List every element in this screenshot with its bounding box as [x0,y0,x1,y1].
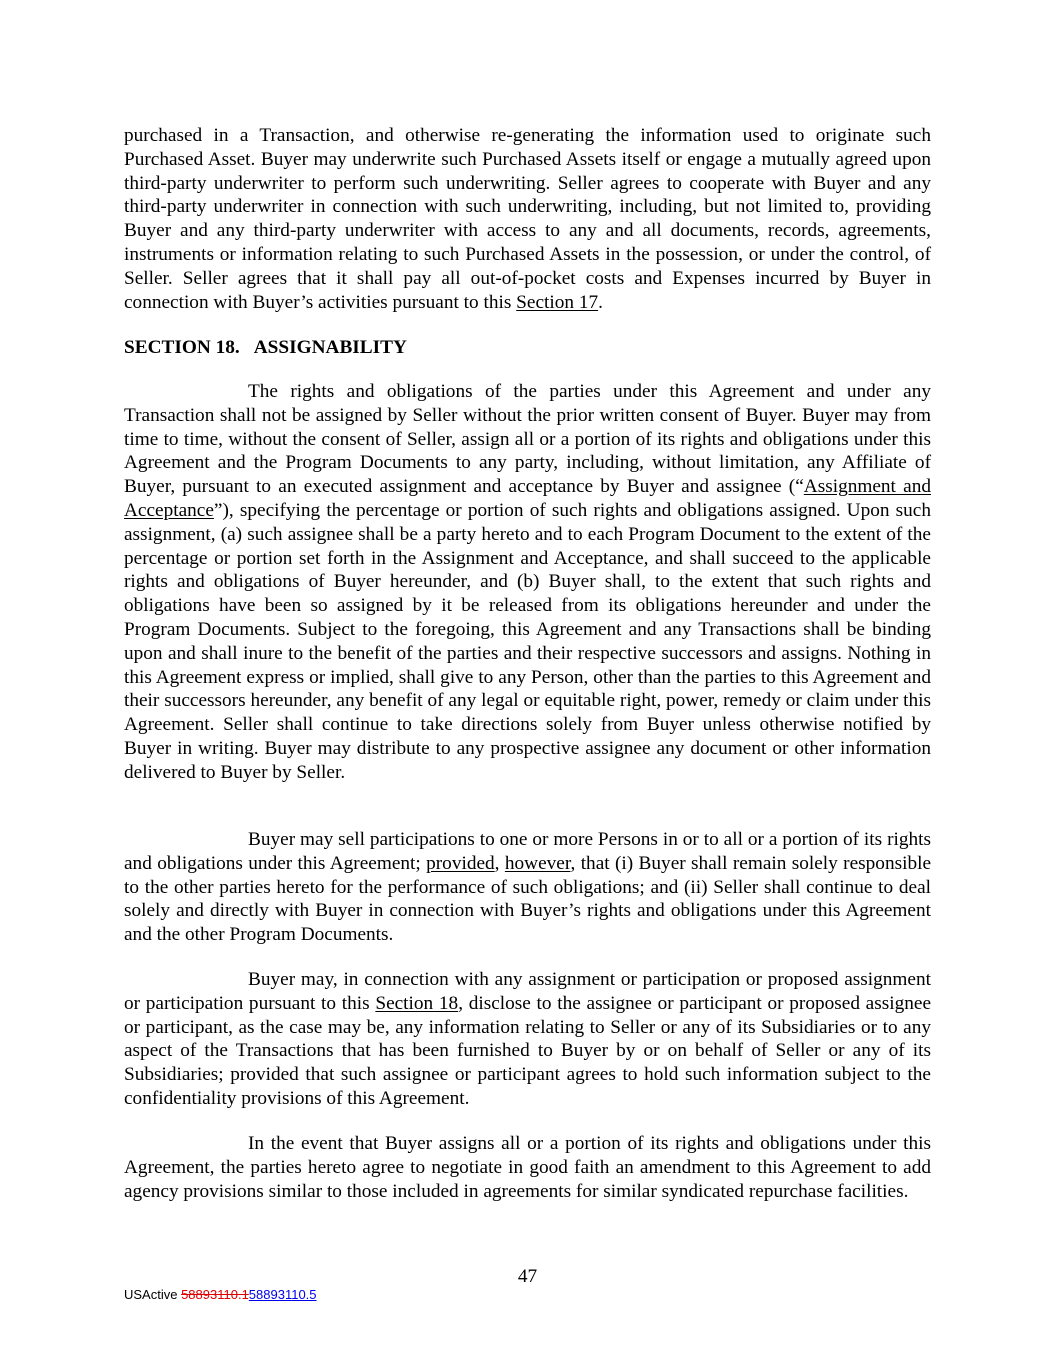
paragraph-5-text: In the event that Buyer assigns all or a portion of its rights and obligations under this Agreement, the parties hereto agree to negotiate in good faith an amendment to this Agreement to add agency provisions similar to those included in agreements for similar syndicated repurchase facilities. [124,1133,931,1202]
paragraph-4-continued: , disclose to the assignee or participant or proposed assignee or participant, as the case may be, any information relating to Seller or any of its Subsidiaries or to any aspect of the Transactions that has been furnished to Buyer by or on behalf of Seller or any of its Subsidiaries; provided that such assignee or participant agrees to hold such information subject to the confidentiality provisions of this Agreement. [124,992,932,1109]
inserted-document-id: 58893110.5 [248,1287,317,1302]
footer-label: USActive [124,1287,182,1302]
paragraph-3-text: Buyer may sell participations to one or more Persons in or to all or a portion of its rights and obligations under this Agreement; [124,829,931,874]
defined-term-assignment-and-acceptance: Assignment and Acceptance [124,476,931,521]
paragraph-3-continued: , that (i) Buyer shall remain solely responsible to the other parties hereto for the performance of such obligations; and (ii) Seller shall continue to deal solely and directly with Buyer in connection with Buyer’s rights and obligations under this Agreement and the other Program Documents. [124,852,932,946]
paragraph-1-end: . [598,291,603,313]
paragraph-2-continued: ”), specifying the percentage or portion of such rights and obligations assigned. Upon such assignment, (a) such assignee shall be a party hereto and to each Program Document to the extent of the percentage or portion set forth in the Assignment and Acceptance, and shall succeed to the applicable rights and obligations of Buyer hereunder, and (b) Buyer shall, to the extent that such rights and obligations have been so assigned by it be released from its obligations hereunder and under the Program Documents. Subject to the foregoing, this Agreement and any Transactions shall be binding upon and shall inure to the benefit of the parties and their respective successors and assigns. Nothing in this Agreement express or implied, shall give to any Person, other than the parties to this Agreement and their successors hereunder, any benefit of any legal or equitable right, power, remedy or claim under this Agreement. Seller shall continue to take directions solely from Buyer unless otherwise notified by Buyer in writing. Buyer may distribute to any prospective assignee any document or other information delivered to Buyer by Seller. [124,499,931,783]
document-footer [124,1287,317,1303]
deleted-document-id: 58893110.1 [181,1287,249,1302]
paragraph-2 [124,380,931,785]
page-number: 47 [517,1266,538,1287]
paragraph-5 [124,1132,931,1203]
paragraph-1 [124,124,931,314]
paragraph-3 [124,828,931,947]
comma: , [494,852,505,874]
section-title: ASSIGNABILITY [253,337,407,358]
section-17-reference: Section 17 [516,291,599,313]
paragraph-2-text: The rights and obligations of the parties under this Agreement and under any Transaction shall not be assigned by Seller without the prior written consent of Buyer. Buyer may from time to time, without the consent of Seller, assign all or a portion of its rights and obligations under this Agreement and the Program Documents to any party, including, without limitation, any Affiliate of Buyer, pursuant to an executed assignment and acceptance by Buyer and assignee (“ [124,381,931,498]
section-18-reference: Section 18 [375,992,459,1014]
section-number: SECTION 18. [124,337,240,358]
paragraph-4 [124,968,931,1111]
section-heading [124,336,407,360]
term-provided: provided [426,852,495,874]
paragraph-4-text: Buyer may, in connection with any assignment or participation or proposed assignment or participation pursuant to this [124,969,931,1014]
term-however: however [504,852,571,874]
paragraph-1-text: purchased in a Transaction, and otherwise re-generating the information used to originate such Purchased Asset. Buyer may underwrite such Purchased Assets itself or engage a mutually agreed upon third-party underwriter to perform such underwriting. Seller agrees to cooperate with Buyer and any third-party underwriter in connection with such underwriting, including, but not limited to, providing Buyer and any third-party underwriter with access to any and all documents, records, agreements, instruments or information relating to such Purchased Assets in the possession, or under the control, of Seller. Seller agrees that it shall pay all out-of-pocket costs and Expenses incurred by Buyer in connection with Buyer’s activities pursuant to this [124,125,931,313]
